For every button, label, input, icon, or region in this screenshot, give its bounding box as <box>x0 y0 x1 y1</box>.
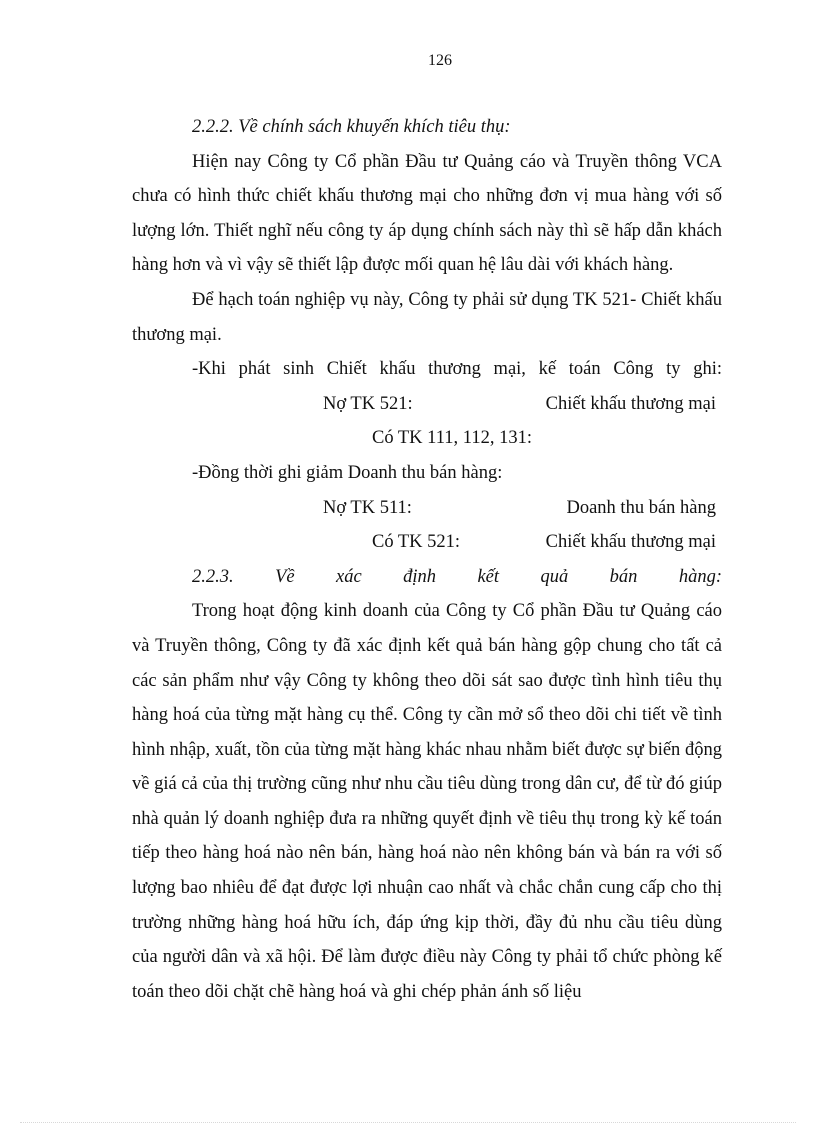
debit-account: Nợ TK 511: <box>323 497 412 518</box>
journal-entry-debit-511 <box>132 491 722 526</box>
debit-description: Doanh thu bán hàng <box>566 497 716 518</box>
instruction-revenue-reduction: -Đồng thời ghi giảm Doanh thu bán hàng: <box>192 462 503 483</box>
journal-entry-credit-521 <box>132 525 722 560</box>
debit-description: Chiết khấu thương mại <box>545 393 716 414</box>
section-heading-2-2-3: 2.2.3. Về xác định kết quả bán hàng: <box>192 566 722 587</box>
credit-account: Có TK 521: <box>372 532 461 553</box>
credit-account: Có TK 111, 112, 131: <box>372 428 532 449</box>
document-body <box>132 110 722 1009</box>
journal-entry-credit-111 <box>132 421 722 456</box>
journal-entry-debit-521 <box>132 387 722 422</box>
section-heading-2-2-2: 2.2.2. Về chính sách khuyến khích tiêu thụ: <box>192 117 511 137</box>
paragraph-sales-result: Trong hoạt động kinh doanh của Công ty Cổ phần Đầu tư Quảng cáo và Truyền thông, Công ty đã xác định kết quả bán hàng gộp chung cho tất cả các sản phẩm như vậy Công ty không theo dõi sát sao được tình hình tiêu thụ hàng hoá của từng mặt hàng cụ thể. Công ty cần mở sổ theo dõi chi tiết về tình hình nhập, xuất, tồn của từng mặt hàng khác nhau nhằm biết được sự biến động về giá cả của thị trường cũng như nhu cầu tiêu dùng trong dân cư, để từ đó giúp nhà quản lý doanh nghiệp đưa ra những quyết định về tiêu thụ trong kỳ kế toán tiếp theo hàng hoá nào nên bán, hàng hoá nào nên không bán và bán ra với số lượng bao nhiêu để đạt được lợi nhuận cao nhất và chắc chắn cung cấp cho thị trường những hàng hoá hữu ích, đáp ứng kịp thời, đầy đủ nhu cầu tiêu dùng của người dân và xã hội. Để làm được điều này Công ty phải tổ chức phòng kế toán theo dõi chặt chẽ hàng hoá và ghi chép phản ánh số liệu <box>132 601 722 1002</box>
paragraph-account-usage: Để hạch toán nghiệp vụ này, Công ty phải sử dụng TK 521- Chiết khấu thương mại. <box>132 289 722 345</box>
debit-account: Nợ TK 521: <box>323 393 413 414</box>
paragraph-promotion-policy: Hiện nay Công ty Cổ phần Đầu tư Quảng cáo và Truyền thông VCA chưa có hình thức chiết khấu thương mại cho những đơn vị mua hàng với số lượng lớn. Thiết nghĩ nếu công ty áp dụng chính sách này thì sẽ hấp dẫn khách hàng hơn và vì vậy sẽ thiết lập được mối quan hệ lâu dài với khách hàng. <box>132 151 722 276</box>
instruction-discount-entry: -Khi phát sinh Chiết khấu thương mại, kế toán Công ty ghi: <box>192 359 722 380</box>
page-number: 126 <box>428 52 452 69</box>
credit-description: Chiết khấu thương mại <box>545 532 716 553</box>
